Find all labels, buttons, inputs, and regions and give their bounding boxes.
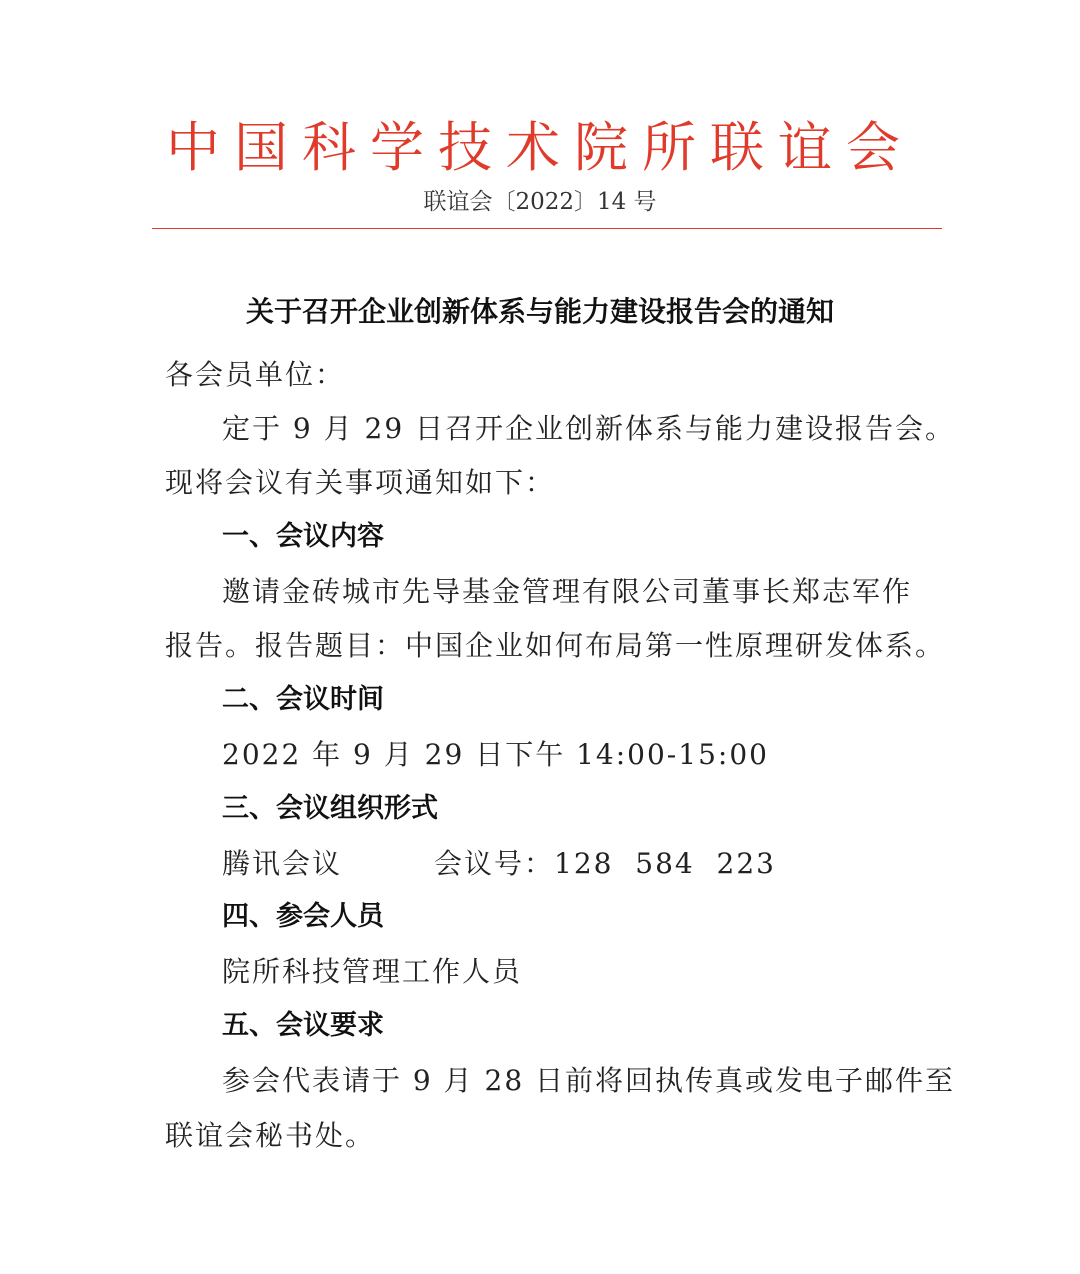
salutation: 各会员单位： [165, 358, 346, 391]
section-heading-time: 二、会议时间 [222, 684, 384, 715]
section-format-line [222, 844, 922, 884]
meeting-id-label: 会议号： [434, 847, 555, 880]
intro-line: 现将会议有关事项通知如下： [165, 466, 556, 499]
intro-line: 定于 9 月 29 日召开企业创新体系与能力建设报告会。 [222, 412, 956, 445]
section-heading-format: 三、会议组织形式 [222, 793, 438, 824]
document-number: 联谊会〔2022〕14 号 [423, 189, 657, 215]
section-heading-attendees: 四、参会人员 [222, 901, 384, 932]
meeting-platform: 腾讯会议 [222, 847, 343, 880]
section-time-line: 2022 年 9 月 29 日下午 14:00-15:00 [222, 738, 769, 771]
section-requirements-line: 联谊会秘书处。 [165, 1119, 376, 1152]
section-heading-requirements: 五、会议要求 [222, 1010, 384, 1041]
notice-title: 关于召开企业创新体系与能力建设报告会的通知 [245, 295, 834, 328]
letterhead-divider [152, 228, 942, 229]
section-requirements-line: 参会代表请于 9 月 28 日前将回执传真或发电子邮件至 [222, 1064, 956, 1097]
section-content-line: 报告。报告题目：中国企业如何布局第一性原理研发体系。 [165, 629, 946, 662]
section-attendees-line: 院所科技管理工作人员 [222, 955, 523, 988]
letterhead-organization: 中国科学技术院所联谊会 [166, 116, 914, 179]
meeting-id: 128 584 223 [554, 847, 776, 880]
section-content-line: 邀请金砖城市先导基金管理有限公司董事长郑志军作 [222, 575, 913, 608]
section-heading-content: 一、会议内容 [222, 521, 384, 552]
